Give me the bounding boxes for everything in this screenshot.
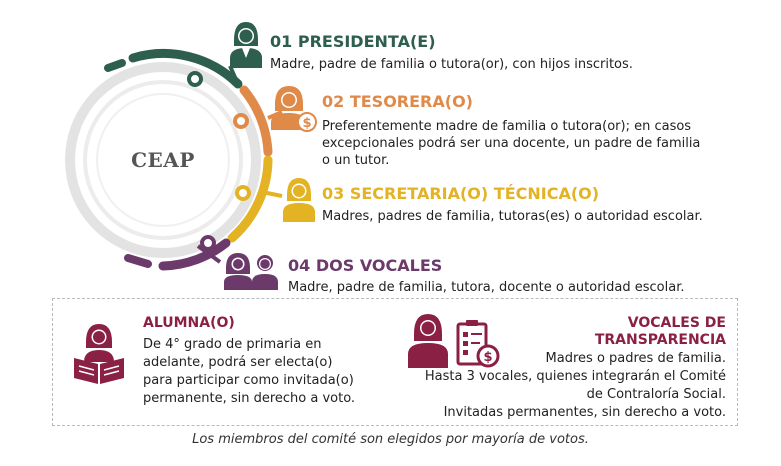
alumna-desc <box>143 336 355 408</box>
role-desc-line: excepcionales podrá ser una docente, un padre de familia <box>322 136 701 151</box>
role-desc-vocales <box>288 279 685 296</box>
role-desc-line: Madre, padre de familia o tutora(or), con hijos inscritos. <box>270 57 633 72</box>
vocales-transparencia-desc-line: de Contraloría Social. <box>586 387 726 402</box>
role-desc-line: Madre, padre de familia, tutora, docente o autoridad escolar. <box>288 280 685 295</box>
svg-text:$: $ <box>302 116 312 131</box>
role-title-tesorera: 02 TESORERA(O) <box>322 92 473 111</box>
role-title-presidenta: 01 PRESIDENTA(E) <box>270 32 436 51</box>
couple-icon <box>224 252 280 290</box>
vocales-transparencia-desc-line: Hasta 3 vocales, quienes integrarán el Comité <box>424 369 726 384</box>
role-desc-line: Madres, padres de familia, tutoras(es) o autoridad escolar. <box>322 209 703 224</box>
alumna-desc-line: para participar como invitada(o) <box>143 373 354 388</box>
alumna-title: ALUMNA(O) <box>143 315 235 331</box>
footnote: Los miembros del comité son elegidos por mayoría de votos. <box>192 432 589 447</box>
role-desc-presidenta <box>270 56 633 73</box>
role-desc-tesorera <box>322 118 700 169</box>
role-title-vocales: 04 DOS VOCALES <box>288 256 443 275</box>
alumna-desc-line: permanente, sin derecho a voto. <box>143 391 356 406</box>
yellow-node <box>237 187 249 199</box>
role-desc-secretaria <box>322 208 703 225</box>
purple-node <box>202 237 214 249</box>
woman-icon <box>228 20 264 68</box>
vocales-transparencia-title-line: VOCALES DE <box>627 315 726 331</box>
role-title-secretaria: 03 SECRETARIA(O) TÉCNICA(O) <box>322 184 600 203</box>
svg-text:$: $ <box>483 350 493 365</box>
alumna-desc-line: adelante, podrá ser electa(o) <box>143 355 333 370</box>
alumna-desc-line: De 4° grado de primaria en <box>143 337 322 352</box>
orange-node <box>235 115 247 127</box>
role-desc-line: Preferentemente madre de familia o tutora(or); en casos <box>322 119 692 134</box>
vocales-transparencia-title <box>560 315 726 349</box>
vocales-transparencia-desc-line: Invitadas permanentes, sin derecho a voto. <box>443 405 726 420</box>
vocales-transparencia-desc-line: Madres o padres de familia. <box>545 351 726 366</box>
green-dash <box>108 63 122 68</box>
vocales-transparencia-title-line: TRANSPARENCIA <box>594 332 726 348</box>
role-desc-line: o un tutor. <box>322 153 390 168</box>
hub-label: CEAP <box>131 148 195 172</box>
student-reading-icon <box>70 322 128 384</box>
woman-money-icon <box>271 84 317 132</box>
green-node <box>189 73 201 85</box>
purple-dash <box>128 258 148 264</box>
vocales-transparencia-desc <box>386 350 726 422</box>
woman-icon <box>282 176 316 222</box>
